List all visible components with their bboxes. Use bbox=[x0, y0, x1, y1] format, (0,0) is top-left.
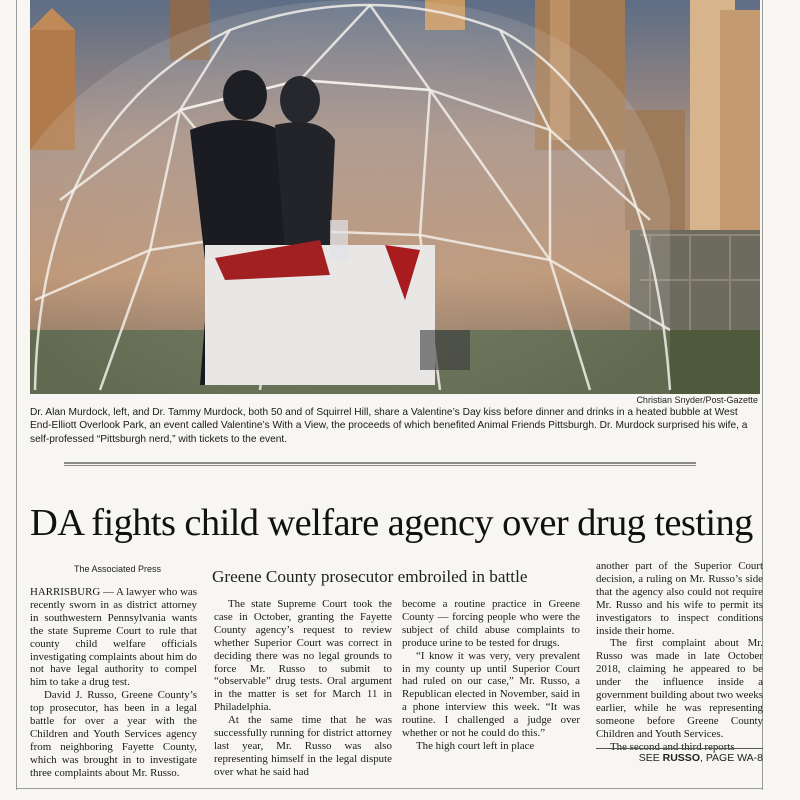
article-column-1 bbox=[30, 586, 197, 780]
section-divider bbox=[64, 462, 696, 466]
jump-prefix: SEE bbox=[638, 752, 660, 764]
photo-credit: Christian Snyder/Post-Gazette bbox=[636, 395, 758, 405]
paragraph: another part of the Superior Court decision, a ruling on Mr. Russo’s side that the agency also could not require Mr. Russo and his wife to permit its investigators to inspect conditions inside their home. bbox=[596, 560, 763, 637]
jump-page: , PAGE WA-8 bbox=[699, 752, 763, 764]
article-deck: Greene County prosecutor embroiled in battle bbox=[212, 567, 528, 586]
jump-keyword: RUSSO bbox=[662, 752, 700, 764]
paragraph: The high court left in place bbox=[416, 739, 535, 752]
paragraph: David J. Russo, Greene County’s top prosecutor, has been in a legal battle for over a year with the Children and Youth Services agency from neighboring Fayette County, which was brought in to investigate three complaints about Mr. Russo. bbox=[30, 689, 197, 779]
photo-caption: Dr. Alan Murdock, left, and Dr. Tammy Murdock, both 50 and of Squirrel Hill, share a Valentine’s Day kiss before dinner and drinks in a heated bubble at West End-Elliott Overlook Park, an event called Valentine’s With a View, the proceeds of which benefited Animal Friends Pittsburgh. Dr. Murdock surprised his wife, a self-professed “Pittsburgh nerd,” with tickets to the event. bbox=[30, 407, 748, 445]
paragraph: become a routine practice in Greene County — forcing people who were the subject of child abuse complaints to produce urine to be tested for drugs. bbox=[402, 598, 580, 649]
paragraph: The state Supreme Court took the case in October, granting the Fayette County agency’s request to review whether Superior Court was correct in deciding there was no legal grounds to force Mr. Russo to submit to “observable” drug tests. Oral argument in the matter is set for March 11 in Philadelphia. bbox=[214, 598, 392, 714]
bottom-rule bbox=[16, 788, 762, 789]
jump-line bbox=[596, 748, 763, 764]
article-column-4 bbox=[596, 560, 763, 754]
paragraph: “I know it was very, very prevalent in my county up until Superior Court had ruled on our case,” Mr. Russo, a Republican elected in November, said in a phone interview this week. “It was routine. I challenged a judge over whether or not he could do this.” bbox=[402, 649, 580, 740]
paragraph: At the same time that he was successfully running for district attorney last year, Mr. Russo was also representing himself in the legal dispute over what he said had bbox=[214, 714, 392, 778]
paragraph: The first complaint about Mr. Russo was made in late October 2018, claiming he appeared to be under the influence inside a government building about two weeks earlier, while he was representing someone before Greene County Children and Youth Services. bbox=[596, 637, 763, 740]
article-headline: DA fights child welfare agency over drug testing bbox=[30, 502, 753, 544]
paragraph: HARRISBURG — A lawyer who was recently sworn in as district attorney in southwestern Pennsylvania wants the state Supreme Court to rule that county child welfare officials investigating complaints about him do not have legal authority to compel him to take a drug test. bbox=[30, 586, 197, 689]
article-column-2 bbox=[214, 598, 392, 779]
article-column-3 bbox=[402, 598, 580, 753]
news-photo bbox=[30, 0, 760, 394]
article-byline: The Associated Press bbox=[74, 564, 162, 574]
left-column-rule bbox=[16, 0, 17, 790]
paragraph: The second and third reports bbox=[610, 740, 735, 753]
